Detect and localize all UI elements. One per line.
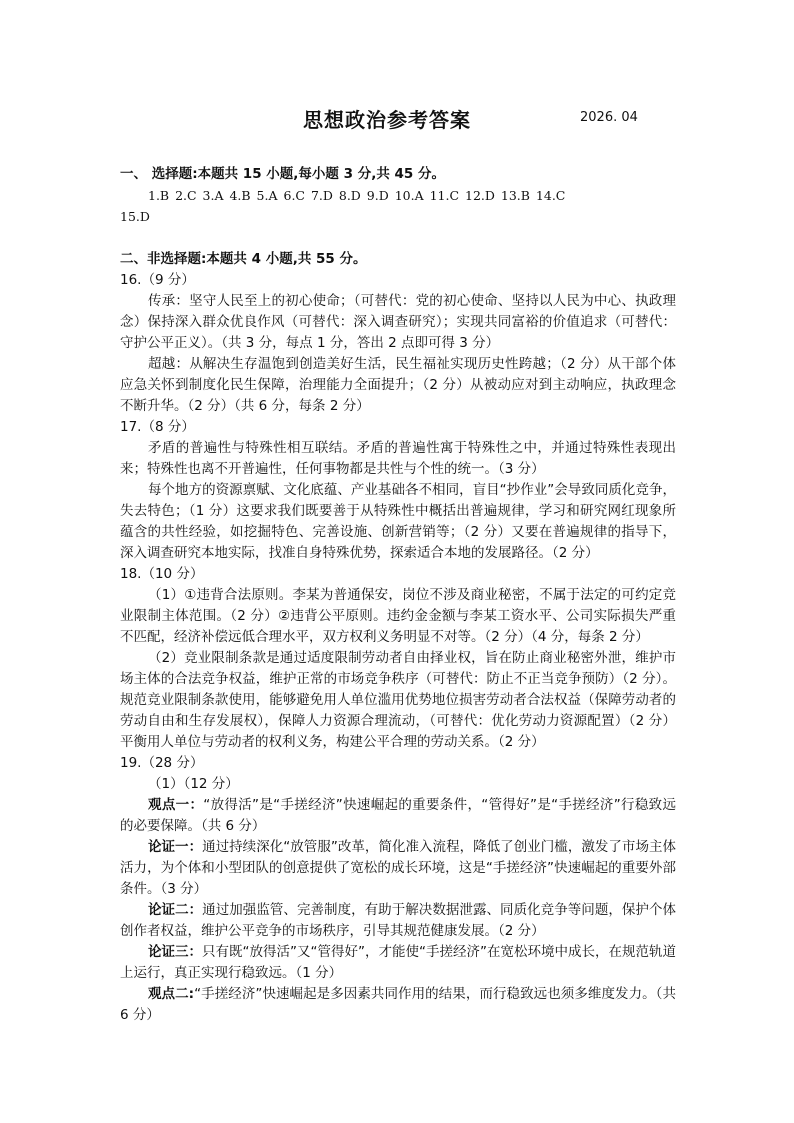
question-19-number: 19.（28 分）: [120, 755, 204, 771]
title-row: [0, 104, 794, 134]
q16-answer-transcendence: 超越：从解决生存温饱到创造美好生活，民生福祉实现历史性跨越；（2 分）从干部个体应急关怀到制度化民生保障，治理能力全面提升；（2 分）从被动应对到主动响应，执政理念不断升华。（2 分）（共 6 分，每条 2 分）: [120, 356, 676, 414]
argument-1-text: 通过持续深化“放管服”改革，简化准入流程，降低了创业门槛，激发了市场主体活力，为个体和小型团队的创意提供了宽松的成长环境，这是“手搓经济”快速崛起的重要外部条件。（3 分）: [120, 839, 676, 897]
question-17-number: 17.（8 分）: [120, 419, 195, 435]
exam-date: 2026. 04: [580, 110, 638, 125]
page-title: 思想政治参考答案: [303, 108, 471, 132]
viewpoint-2-label: 观点二:: [148, 986, 195, 1002]
q17-answer-application: 每个地方的资源禀赋、文化底蕴、产业基础各不相同，盲目“抄作业”会导致同质化竞争，失去特色；（1 分）这要求我们既要善于从特殊性中概括出普遍规律，学习和研究网红现象所蕴含的共性经验，如挖掘特色、完善设施、创新营销等；（2 分）又要在普遍规律的指导下，深入调查研究本地实际，找准自身特殊优势，探索适合本地的发展路径。（2 分）: [120, 482, 676, 561]
section-1-heading: 一、 选择题:本题共 15 小题,每小题 3 分,共 45 分。: [120, 166, 446, 182]
q19-argument-2: [120, 900, 676, 942]
q19-viewpoint-2: [120, 984, 676, 1026]
q16-answer-inheritance: 传承：坚守人民至上的初心使命；（可替代：党的初心使命、坚持以人民为中心、执政理念）保持深入群众优良作风（可替代：深入调查研究）；实现共同富裕的价值追求（可替代：守护公平正义）。（共 3 分，每点 1 分，答出 2 点即可得 3 分）: [120, 293, 676, 351]
answer-body: [120, 164, 676, 1026]
section-2-heading: 二、非选择题:本题共 4 小题,共 55 分。: [120, 251, 367, 267]
q19-argument-1: [120, 837, 676, 900]
argument-3-text: 只有既“放得活”又“管得好”，才能使“手搓经济”在宽松环境中成长，在规范轨道上运行，真正实现行稳致远。（1 分）: [120, 944, 677, 981]
q18-answer-part-2: （2）竞业限制条款是通过适度限制劳动者自由择业权，旨在防止商业秘密外泄，维护市场主体的合法竞争权益，维护正常的市场竞争秩序（可替代：防止不正当竞争预防）（2 分）。规范竞业限制条款使用，能够避免用人单位滥用优势地位损害劳动者合法权益（保障劳动者的劳动自由和生存发展权），保障人力资源合理流动，（可替代：优化劳动力资源配置）（2 分）平衡用人单位与劳动者的权利义务，构建公平合理的劳动关系。（2 分）: [120, 650, 676, 750]
q17-answer-principle: 矛盾的普遍性与特殊性相互联结。矛盾的普遍性寓于特殊性之中，并通过特殊性表现出来；特殊性也离不开普遍性，任何事物都是共性与个性的统一。（3 分）: [120, 440, 676, 477]
viewpoint-1-label: 观点一：: [148, 797, 204, 813]
question-18-number: 18.（10 分）: [120, 566, 204, 582]
choice-answers-line-1: 1.B 2.C 3.A 4.B 5.A 6.C 7.D 8.D 9.D 10.A 11.C 12.D 13.B 14.C: [148, 188, 566, 203]
question-16-number: 16.（9 分）: [120, 272, 195, 288]
choice-answers-line-2: 15.D: [120, 209, 150, 224]
argument-3-label: 论证三：: [148, 944, 203, 960]
argument-2-text: 通过加强监管、完善制度，有助于解决数据泄露、同质化竞争等问题，保护个体创作者权益，维护公平竞争的市场秩序，引导其规范健康发展。（2 分）: [120, 902, 677, 939]
q18-answer-part-1: （1）①违背合法原则。李某为普通保安，岗位不涉及商业秘密，不属于法定的可约定竞业限制主体范围。（2 分）②违背公平原则。违约金金额与李某工资水平、公司实际损失严重不匹配，经济补偿远低合理水平，双方权利义务明显不对等。（2 分）（4 分，每条 2 分）: [120, 587, 676, 645]
q19-viewpoint-1: [120, 795, 676, 837]
q19-sub-1-label: （1）（12 分）: [148, 776, 239, 792]
viewpoint-2-text: “手搓经济”快速崛起是多因素共同作用的结果，而行稳致远也须多维度发力。（共 6 分）: [120, 986, 676, 1023]
q19-argument-3: [120, 942, 676, 984]
argument-2-label: 论证二：: [148, 902, 203, 918]
argument-1-label: 论证一：: [148, 839, 203, 855]
viewpoint-1-text: “放得活”是“手搓经济”快速崛起的重要条件，“管得好”是“手搓经济”行稳致远的必要保障。（共 6 分）: [120, 797, 677, 834]
